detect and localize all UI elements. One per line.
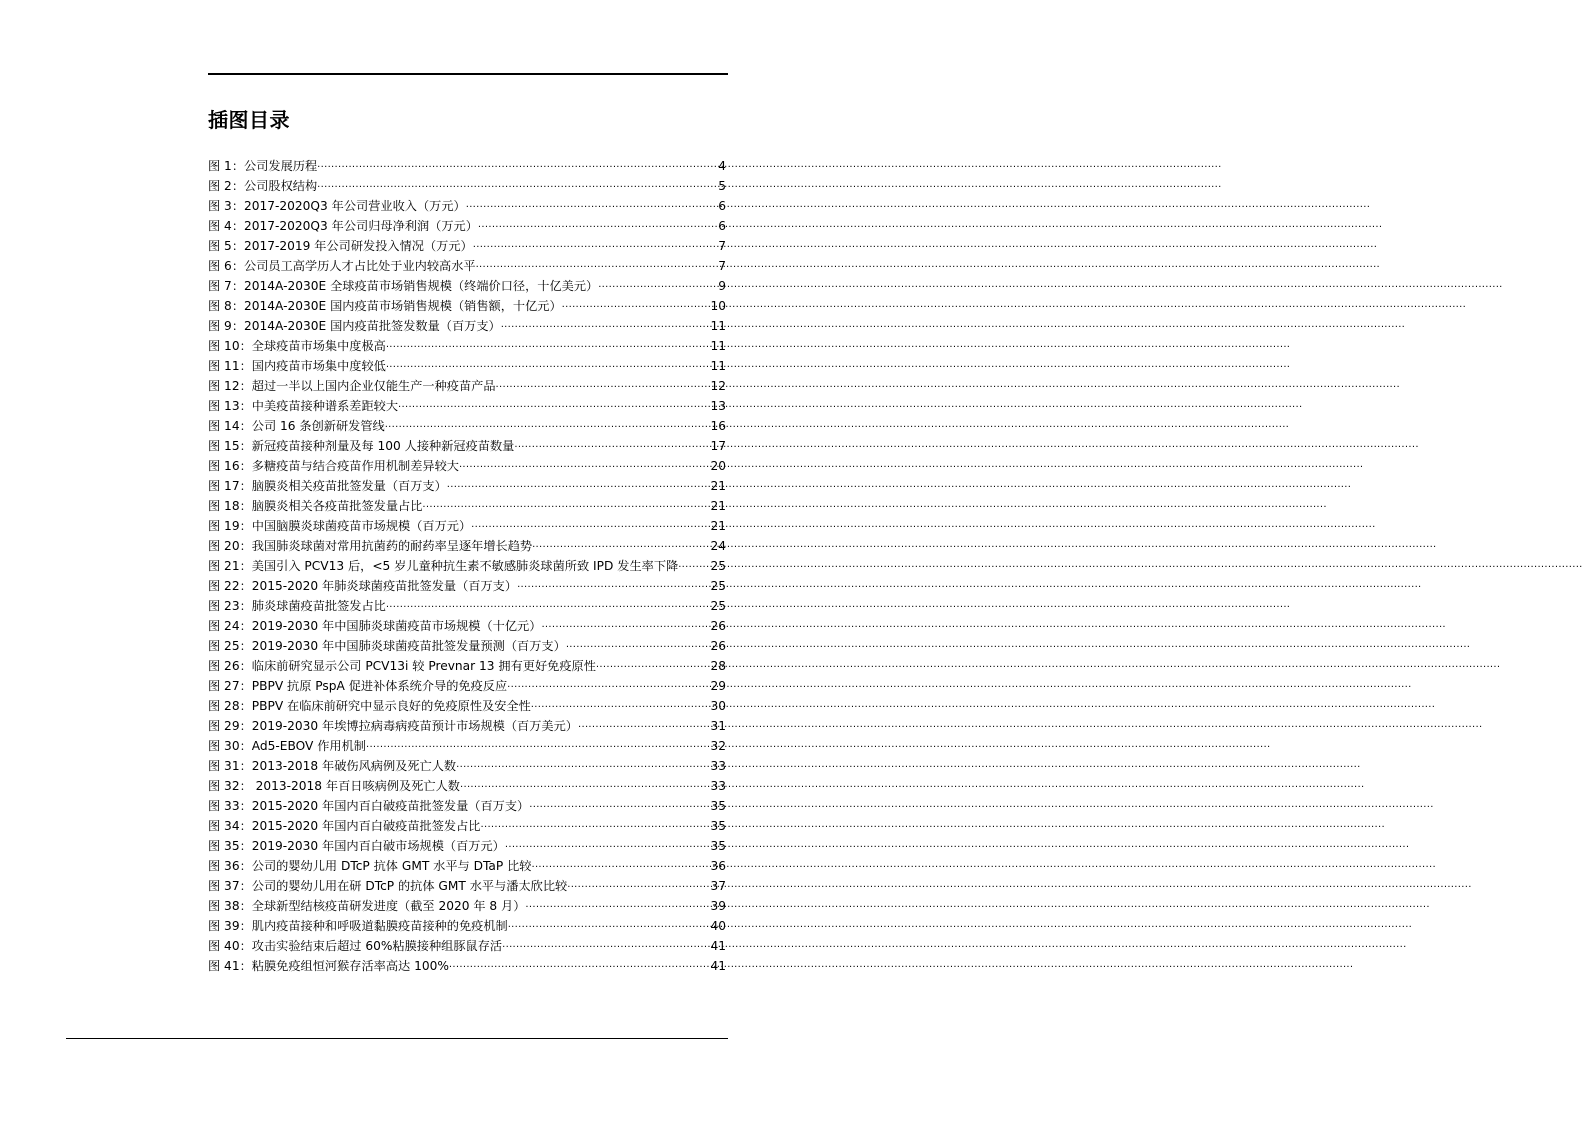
toc-entry-page-number: 36	[710, 859, 726, 873]
toc-entry-page-number: 28	[710, 659, 726, 673]
toc-leader-dots	[456, 756, 709, 770]
toc-entry-page-number: 25	[710, 599, 726, 613]
toc-entry[interactable]	[208, 497, 726, 517]
toc-entry[interactable]	[208, 437, 726, 457]
toc-entry[interactable]	[208, 277, 726, 297]
toc-entry-label: 图 32： 2013-2018 年百日咳病例及死亡人数	[208, 779, 460, 793]
toc-entry-page-number: 39	[710, 899, 726, 913]
toc-entry-label: 图 16：多糖疫苗与结合疫苗作用机制差异较大	[208, 459, 459, 473]
toc-entry-label: 图 34：2015-2020 年国内百白破疫苗批签发占比	[208, 819, 481, 833]
toc-entry-label: 图 15：新冠疫苗接种剂量及每 100 人接种新冠疫苗数量	[208, 439, 515, 453]
toc-entry-page-number: 11	[710, 339, 726, 353]
toc-entry-page-number: 25	[710, 579, 726, 593]
toc-entry-label: 图 41：粘膜免疫组恒河猴存活率高达 100%	[208, 959, 449, 973]
toc-entry-label: 图 35：2019-2030 年国内百白破市场规模（百万元）	[208, 839, 505, 853]
toc-entry-page-number: 31	[710, 719, 726, 733]
toc-leader-dots	[449, 956, 710, 970]
toc-entry-label: 图 4：2017-2020Q3 年公司归母净利润（万元）	[208, 219, 478, 233]
toc-entry-label: 图 9：2014A-2030E 国内疫苗批签发数量（百万支）	[208, 319, 501, 333]
toc-entry[interactable]	[208, 517, 726, 537]
toc-entry[interactable]	[208, 377, 726, 397]
toc-leader-dots	[598, 276, 717, 290]
toc-entry-label: 图 40：攻击实验结束后超过 60%粘膜接种组豚鼠存活	[208, 939, 503, 953]
toc-leader-dots	[478, 216, 717, 230]
toc-entry-label: 图 30：Ad5-EBOV 作用机制	[208, 739, 366, 753]
toc-entry-label: 图 29：2019-2030 年埃博拉病毒病疫苗预计市场规模（百万美元）	[208, 719, 578, 733]
toc-entry-label: 图 7：2014A-2030E 全球疫苗市场销售规模（终端价口径，十亿美元）	[208, 279, 599, 293]
toc-entry-label: 图 37：公司的婴幼儿用在研 DTcP 的抗体 GMT 水平与潘太欣比较	[208, 879, 568, 893]
toc-entry[interactable]	[208, 657, 726, 677]
toc-entry-page-number: 9	[718, 279, 726, 293]
toc-leader-dots	[567, 876, 709, 890]
toc-entry-page-number: 40	[710, 919, 726, 933]
toc-entry-label: 图 23：肺炎球菌疫苗批签发占比	[208, 599, 386, 613]
toc-entry[interactable]	[208, 897, 726, 917]
toc-leader-dots	[447, 476, 710, 490]
toc-entry[interactable]	[208, 157, 726, 177]
toc-entry-page-number: 17	[710, 439, 726, 453]
toc-entry[interactable]	[208, 197, 726, 217]
toc-entry[interactable]	[208, 957, 726, 977]
toc-entry-page-number: 6	[718, 199, 726, 213]
toc-entry[interactable]	[208, 697, 726, 717]
toc-entry-page-number: 11	[710, 319, 726, 333]
toc-entry[interactable]	[208, 457, 726, 477]
toc-leader-dots	[398, 396, 709, 410]
toc-entry[interactable]	[208, 557, 726, 577]
toc-leader-dots	[466, 196, 718, 210]
toc-entry-label: 图 39：肌内疫苗接种和呼吸道黏膜疫苗接种的免疫机制	[208, 919, 508, 933]
toc-leader-dots	[386, 356, 710, 370]
toc-entry[interactable]	[208, 357, 726, 377]
toc-entry-page-number: 30	[710, 699, 726, 713]
toc-entry-page-number: 33	[710, 759, 726, 773]
toc-entry-label: 图 20：我国肺炎球菌对常用抗菌药的耐药率呈逐年增长趋势	[208, 539, 533, 553]
toc-leader-dots	[502, 936, 709, 950]
toc-leader-dots	[317, 176, 717, 190]
toc-leader-dots	[496, 376, 710, 390]
toc-entry-page-number: 21	[710, 519, 726, 533]
toc-entry-label: 图 31：2013-2018 年破伤风病例及死亡人数	[208, 759, 457, 773]
toc-entry-label: 图 3：2017-2020Q3 年公司营业收入（万元）	[208, 199, 466, 213]
toc-leader-dots	[385, 416, 710, 430]
toc-entry-page-number: 10	[710, 299, 726, 313]
toc-entry[interactable]	[208, 477, 726, 497]
toc-entry-page-number: 6	[718, 219, 726, 233]
footer-rule	[66, 1038, 728, 1039]
toc-leader-dots	[473, 236, 717, 250]
toc-leader-dots	[531, 696, 710, 710]
toc-leader-dots	[317, 156, 717, 170]
toc-entry-page-number: 21	[710, 499, 726, 513]
toc-entry-page-number: 32	[710, 739, 726, 753]
toc-entry-page-number: 16	[710, 419, 726, 433]
toc-entry[interactable]	[208, 857, 726, 877]
toc-entry-label: 图 27：PBPV 抗原 PspA 促进补体系统介导的免疫反应	[208, 679, 508, 693]
toc-entry[interactable]	[208, 417, 726, 437]
toc-entry-label: 图 33：2015-2020 年国内百白破疫苗批签发量（百万支）	[208, 799, 530, 813]
toc-entry-page-number: 12	[710, 379, 726, 393]
toc-entry[interactable]	[208, 917, 726, 937]
figure-index-list	[208, 157, 726, 977]
toc-entry-label: 图 10：全球疫苗市场集中度极高	[208, 339, 386, 353]
toc-leader-dots	[514, 436, 709, 450]
header-rule	[208, 73, 728, 75]
toc-entry[interactable]	[208, 757, 726, 777]
toc-entry[interactable]	[208, 637, 726, 657]
toc-entry[interactable]	[208, 577, 726, 597]
toc-entry-page-number: 37	[710, 879, 726, 893]
toc-entry[interactable]	[208, 837, 726, 857]
toc-entry-page-number: 26	[710, 619, 726, 633]
toc-leader-dots	[386, 596, 710, 610]
toc-entry[interactable]	[208, 797, 726, 817]
toc-entry-page-number: 7	[718, 259, 726, 273]
toc-leader-dots	[578, 716, 709, 730]
toc-leader-dots	[517, 576, 709, 590]
toc-entry-label: 图 19：中国脑膜炎球菌疫苗市场规模（百万元）	[208, 519, 472, 533]
toc-entry-page-number: 24	[710, 539, 726, 553]
toc-entry[interactable]	[208, 237, 726, 257]
toc-entry[interactable]	[208, 677, 726, 697]
toc-leader-dots	[507, 676, 709, 690]
toc-entry-label: 图 22：2015-2020 年肺炎球菌疫苗批签发量（百万支）	[208, 579, 518, 593]
toc-entry-page-number: 41	[710, 959, 726, 973]
toc-entry-page-number: 20	[710, 459, 726, 473]
toc-entry[interactable]	[208, 337, 726, 357]
toc-entry-page-number: 41	[710, 939, 726, 953]
toc-entry-label: 图 28：PBPV 在临床前研究中显示良好的免疫原性及安全性	[208, 699, 531, 713]
toc-leader-dots	[596, 656, 710, 670]
toc-leader-dots	[531, 856, 709, 870]
toc-entry-label: 图 24：2019-2030 年中国肺炎球菌疫苗市场规模（十亿元）	[208, 619, 542, 633]
toc-leader-dots	[459, 456, 710, 470]
toc-leader-dots	[529, 796, 709, 810]
page-title: 插图目录	[208, 108, 290, 132]
toc-entry[interactable]	[208, 597, 726, 617]
toc-entry-page-number: 13	[710, 399, 726, 413]
toc-entry[interactable]	[208, 297, 726, 317]
toc-entry-label: 图 2：公司股权结构	[208, 179, 318, 193]
toc-entry-label: 图 5：2017-2019 年公司研发投入情况（万元）	[208, 239, 473, 253]
toc-entry[interactable]	[208, 317, 726, 337]
toc-entry[interactable]	[208, 217, 726, 237]
toc-entry[interactable]	[208, 617, 726, 637]
toc-entry-label: 图 25：2019-2030 年中国肺炎球菌疫苗批签发量预测（百万支）	[208, 639, 566, 653]
toc-entry-page-number: 7	[718, 239, 726, 253]
toc-entry[interactable]	[208, 817, 726, 837]
toc-leader-dots	[532, 536, 709, 550]
toc-leader-dots	[422, 496, 709, 510]
toc-leader-dots	[678, 556, 709, 570]
toc-entry-page-number: 11	[710, 359, 726, 373]
toc-entry-label: 图 12：超过一半以上国内企业仅能生产一种疫苗产品	[208, 379, 496, 393]
toc-leader-dots	[508, 916, 710, 930]
toc-entry-page-number: 33	[710, 779, 726, 793]
toc-entry-page-number: 4	[718, 159, 726, 173]
toc-entry-label: 图 26：临床前研究显示公司 PCV13i 较 Prevnar 13 拥有更好免疫原性	[208, 659, 596, 673]
toc-entry-page-number: 21	[710, 479, 726, 493]
toc-entry-page-number: 35	[710, 839, 726, 853]
toc-entry[interactable]	[208, 937, 726, 957]
toc-entry-label: 图 17：脑膜炎相关疫苗批签发量（百万支）	[208, 479, 447, 493]
toc-entry-label: 图 18：脑膜炎相关各疫苗批签发量占比	[208, 499, 423, 513]
toc-leader-dots	[460, 776, 709, 790]
toc-entry[interactable]	[208, 737, 726, 757]
toc-leader-dots	[476, 256, 718, 270]
toc-entry-page-number: 25	[710, 559, 726, 573]
toc-entry-label: 图 38：全球新型结核疫苗研发进度（截至 2020 年 8 月）	[208, 899, 526, 913]
toc-entry-label: 图 36：公司的婴幼儿用 DTcP 抗体 GMT 水平与 DTaP 比较	[208, 859, 532, 873]
toc-entry-label: 图 8：2014A-2030E 国内疫苗市场销售规模（销售额，十亿元）	[208, 299, 562, 313]
toc-entry-page-number: 35	[710, 819, 726, 833]
toc-leader-dots	[386, 336, 710, 350]
toc-entry-page-number: 5	[718, 179, 726, 193]
toc-entry[interactable]	[208, 177, 726, 197]
toc-entry[interactable]	[208, 777, 726, 797]
toc-entry[interactable]	[208, 397, 726, 417]
toc-entry-label: 图 14：公司 16 条创新研发管线	[208, 419, 385, 433]
toc-entry-label: 图 21：美国引入 PCV13 后，<5 岁儿童种抗生素不敏感肺炎球菌所致 IPD 发生率下降	[208, 559, 679, 573]
toc-entry[interactable]	[208, 877, 726, 897]
toc-leader-dots	[366, 736, 710, 750]
toc-entry-label: 图 6：公司员工高学历人才占比处于业内较高水平	[208, 259, 476, 273]
toc-entry-label: 图 1：公司发展历程	[208, 159, 318, 173]
toc-leader-dots	[505, 836, 710, 850]
toc-entry-page-number: 29	[710, 679, 726, 693]
toc-leader-dots	[562, 296, 710, 310]
toc-entry-label: 图 13：中美疫苗接种谱系差距较大	[208, 399, 399, 413]
toc-leader-dots	[471, 516, 709, 530]
toc-leader-dots	[566, 636, 710, 650]
toc-entry-page-number: 35	[710, 799, 726, 813]
toc-entry-page-number: 26	[710, 639, 726, 653]
toc-entry-label: 图 11：国内疫苗市场集中度较低	[208, 359, 386, 373]
toc-entry[interactable]	[208, 717, 726, 737]
toc-leader-dots	[525, 896, 709, 910]
toc-leader-dots	[501, 316, 710, 330]
toc-entry[interactable]	[208, 257, 726, 277]
toc-leader-dots	[481, 816, 710, 830]
toc-entry[interactable]	[208, 537, 726, 557]
toc-leader-dots	[541, 616, 709, 630]
